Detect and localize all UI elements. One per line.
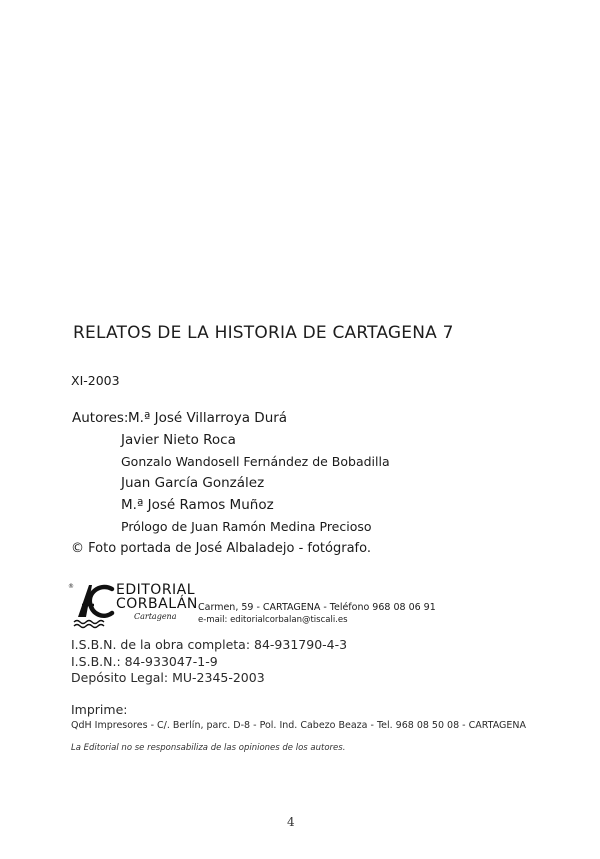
- publisher-logo-mark-icon: [72, 581, 116, 629]
- registered-mark: ®: [68, 583, 74, 590]
- printer-details: QdH Impresores - C/. Berlín, parc. D-8 - Pol. Ind. Cabezo Beaza - Tel. 968 08 50 08 - CARTAGENA: [71, 720, 526, 731]
- disclaimer: La Editorial no se responsabiliza de las opiniones de los autores.: [71, 743, 346, 753]
- authors-label: Autores:: [72, 410, 129, 426]
- isbn-complete-work: I.S.B.N. de la obra completa: 84-931790-4-3: [71, 637, 348, 652]
- photo-credit: © Foto portada de José Albaladejo - fotógrafo.: [71, 541, 371, 556]
- publisher-name-line2: CORBALÁN: [116, 596, 198, 612]
- book-title: RELATOS DE LA HISTORIA DE CARTAGENA 7: [73, 323, 454, 343]
- author-1: M.ª José Villarroya Durá: [128, 410, 288, 426]
- prologue-credit: Prólogo de Juan Ramón Medina Precioso: [121, 519, 372, 534]
- publisher-logo: [68, 581, 198, 631]
- publisher-city-script: Cartagena: [134, 612, 177, 621]
- edition-date: XI-2003: [71, 373, 120, 388]
- isbn-volume: I.S.B.N.: 84-933047-1-9: [71, 654, 218, 669]
- author-2: Javier Nieto Roca: [121, 432, 236, 448]
- publisher-address: Carmen, 59 - CARTAGENA - Teléfono 968 08 06 91: [198, 602, 436, 613]
- page-number: 4: [287, 815, 295, 829]
- author-4: Juan García González: [121, 475, 265, 491]
- publisher-name-line1: EDITORIAL: [116, 582, 196, 598]
- publisher-email: e-mail: editorialcorbalan@tiscali.es: [198, 615, 348, 625]
- legal-deposit: Depósito Legal: MU-2345-2003: [71, 670, 265, 685]
- author-3: Gonzalo Wandosell Fernández de Bobadilla: [121, 454, 390, 469]
- printer-label: Imprime:: [71, 702, 128, 717]
- author-5: M.ª José Ramos Muñoz: [121, 497, 274, 513]
